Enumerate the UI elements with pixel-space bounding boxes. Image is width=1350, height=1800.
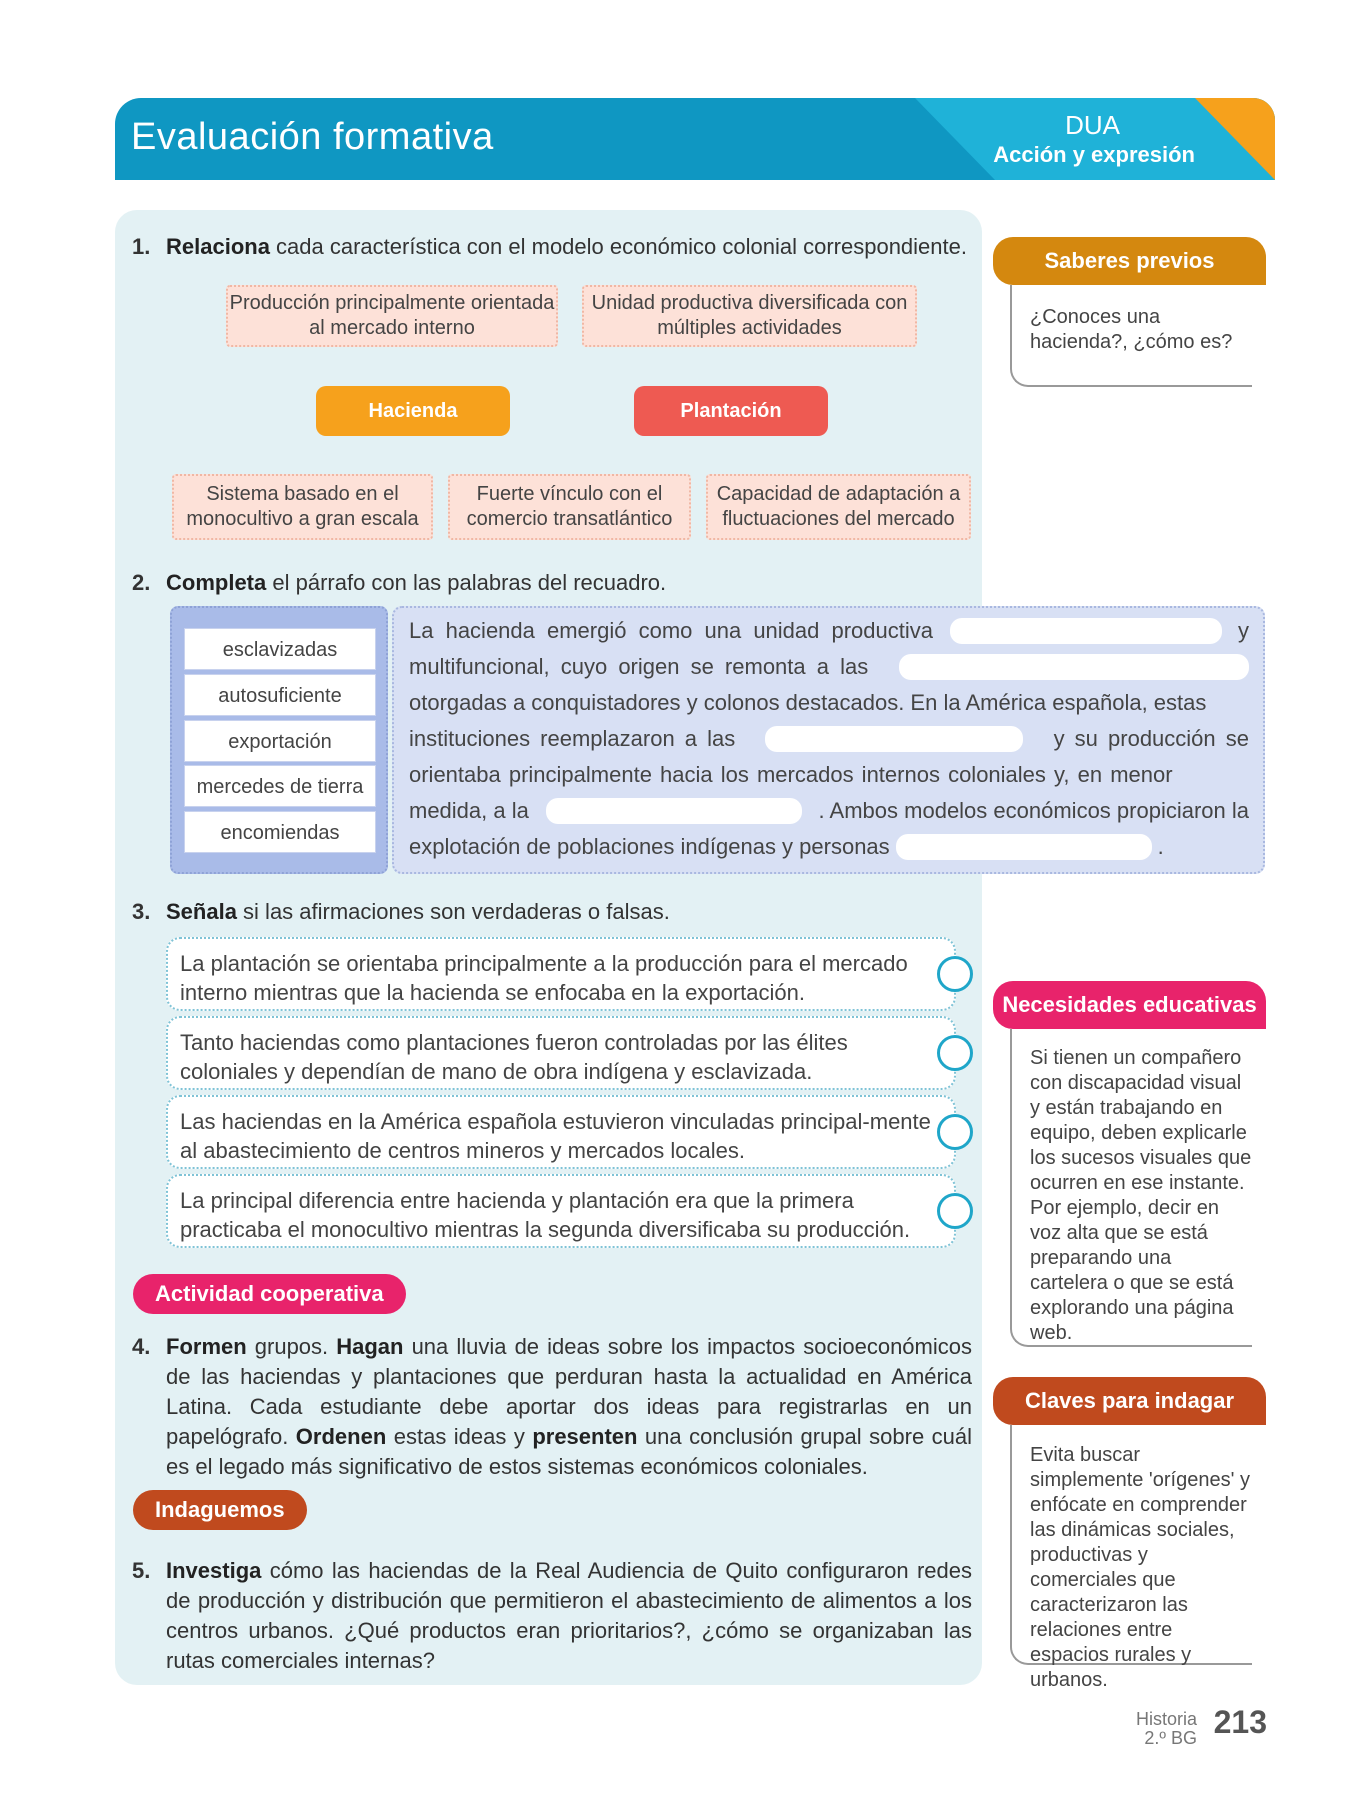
- paragraph-line: [409, 726, 1249, 752]
- question-number: 4.: [132, 1334, 151, 1359]
- word-option[interactable]: exportación: [184, 720, 376, 762]
- necesidades-educativas-text: Si tienen un compañero con discapacidad visual y están trabajando en equipo, deben explicarle los sucesos visuales que ocurren en ese instante. Por ejemplo, decir en voz alta que se está preparando una cartelera o que se está explorando una página web.: [1030, 1047, 1252, 1344]
- paragraph-text: multifuncional, cuyo origen se remonta a las: [409, 654, 869, 679]
- question-number: 3.: [132, 899, 151, 924]
- question-3: [132, 897, 982, 927]
- paragraph-line: [409, 762, 1249, 788]
- question-text: una lluvia de ideas sobre los impactos socioeconómicos de las haciendas y plantaciones que perduran hasta la actualidad en América Latina. Cada estudiante debe aportar dos ideas para registrarlas en un papelógrafo.: [166, 1334, 972, 1449]
- paragraph-text: y su producción se: [1053, 726, 1249, 751]
- word-option[interactable]: autosuficiente: [184, 674, 376, 716]
- question-4: [132, 1332, 972, 1482]
- paragraph-text: medida, a la: [409, 798, 529, 823]
- true-false-circle[interactable]: [937, 1193, 973, 1229]
- question-text: una conclusión grupal sobre cuál es el legado más significativo de estos sistemas económicos coloniales.: [166, 1424, 973, 1479]
- feature-chip[interactable]: Capacidad de adaptación a fluctuaciones del mercado: [706, 474, 971, 540]
- word-option[interactable]: encomiendas: [184, 811, 376, 853]
- true-false-circle[interactable]: [937, 1035, 973, 1071]
- page-title: Evaluación formativa: [131, 116, 494, 158]
- paragraph-text: La hacienda emergió como una unidad productiva: [409, 618, 933, 643]
- question-verb: Formen: [166, 1334, 247, 1359]
- question-verb: Relaciona: [166, 234, 270, 259]
- paragraph-text: y: [1238, 618, 1249, 643]
- word-option[interactable]: esclavizadas: [184, 628, 376, 670]
- indaguemos-tag: Indaguemos: [133, 1490, 307, 1530]
- question-verb: Hagan: [336, 1334, 404, 1359]
- true-false-circle[interactable]: [937, 956, 973, 992]
- dua-title: DUA: [1065, 110, 1120, 140]
- paragraph-line: [409, 618, 1249, 644]
- true-false-circle[interactable]: [937, 1114, 973, 1150]
- question-verb: Ordenen: [295, 1424, 387, 1449]
- question-text: cada característica con el modelo económico colonial correspondiente.: [269, 234, 967, 259]
- question-text: si las afirmaciones son verdaderas o falsas.: [236, 899, 670, 924]
- question-verb: Señala: [166, 899, 237, 924]
- question-1: [132, 232, 982, 262]
- footer-subject-name: Historia: [1135, 1709, 1197, 1729]
- paragraph-text: .: [1157, 834, 1164, 859]
- answer-blank[interactable]: [546, 798, 802, 824]
- question-text: grupos.: [246, 1334, 337, 1359]
- question-verb: presenten: [532, 1424, 638, 1449]
- paragraph-text: . Ambos modelos económicos propiciaron la: [818, 798, 1249, 823]
- saberes-previos-body: [1010, 285, 1252, 387]
- feature-chip[interactable]: Producción principalmente orientada al mercado interno: [226, 285, 558, 347]
- fill-in-paragraph: [392, 606, 1265, 874]
- dua-subtitle: Acción y expresión: [993, 142, 1195, 167]
- question-5: [132, 1556, 972, 1676]
- paragraph-text: instituciones reemplazaron a las: [409, 726, 736, 751]
- question-text: el párrafo con las palabras del recuadro.: [266, 570, 667, 595]
- necesidades-educativas-body: [1010, 1029, 1252, 1347]
- paragraph-text: orientaba principalmente hacia los mercados internos coloniales y, en menor: [409, 762, 1173, 787]
- question-number: 1.: [132, 234, 151, 259]
- footer-subject: [1136, 1710, 1197, 1748]
- question-verb: Completa: [166, 570, 267, 595]
- statement-card: La principal diferencia entre hacienda y plantación era que la primera practicaba el monocultivo mientras la segunda diversificaba su producción.: [166, 1174, 956, 1248]
- word-bank: [170, 606, 388, 874]
- paragraph-text: otorgadas a conquistadores y colonos destacados. En la América española, estas: [409, 690, 1207, 715]
- header-banner: [115, 98, 1275, 180]
- claves-para-indagar-body: [1010, 1425, 1252, 1691]
- saberes-previos-text: ¿Conoces una hacienda?, ¿cómo es?: [1030, 306, 1233, 353]
- paragraph-text: explotación de poblaciones indígenas y personas: [409, 834, 890, 859]
- claves-para-indagar-text: Evita buscar simplemente 'orígenes' y enfócate en comprender las dinámicas sociales, productivas y comerciales que caracterizaron las relaciones entre espacios rurales y urbanos.: [1030, 1444, 1250, 1691]
- cooperative-activity-tag: Actividad cooperativa: [133, 1274, 406, 1314]
- necesidades-educativas-header: Necesidades educativas: [993, 981, 1266, 1029]
- paragraph-line: [409, 690, 1249, 716]
- feature-chip[interactable]: Fuerte vínculo con el comercio transatlántico: [448, 474, 691, 540]
- statement-card: Tanto haciendas como plantaciones fueron controladas por las élites coloniales y dependían de mano de obra indígena y esclavizada.: [166, 1016, 956, 1090]
- paragraph-line: [409, 654, 1249, 680]
- answer-blank[interactable]: [765, 726, 1023, 752]
- hacienda-button[interactable]: Hacienda: [316, 386, 510, 436]
- paragraph-line: [409, 798, 1249, 824]
- paragraph-line: [409, 834, 1249, 860]
- answer-blank[interactable]: [950, 618, 1222, 644]
- question-text: cómo las haciendas de la Real Audiencia de Quito configuraron redes de producción y distribución que permitieron el abastecimiento de alimentos a los centros urbanos. ¿Qué productos eran prioritarios?, ¿cómo se organizaban las rutas comerciales internas?: [166, 1558, 972, 1673]
- feature-chip[interactable]: Unidad productiva diversificada con múltiples actividades: [582, 285, 917, 347]
- answer-blank[interactable]: [899, 654, 1249, 680]
- question-number: 2.: [132, 570, 151, 595]
- page-number: 213: [1213, 1704, 1267, 1740]
- plantacion-button[interactable]: Plantación: [634, 386, 828, 436]
- saberes-previos-header: Saberes previos: [993, 237, 1266, 285]
- question-verb: Investiga: [166, 1558, 262, 1583]
- question-2: [132, 568, 982, 598]
- footer-grade: 2.º BG: [1144, 1728, 1197, 1748]
- statement-card: Las haciendas en la América española estuvieron vinculadas principal-mente al abastecimiento de centros mineros y mercados locales.: [166, 1095, 956, 1169]
- word-option[interactable]: mercedes de tierra: [184, 765, 376, 807]
- statement-card: La plantación se orientaba principalmente a la producción para el mercado interno mientras que la hacienda se enfocaba en la exportación.: [166, 937, 956, 1011]
- claves-para-indagar-header: Claves para indagar: [993, 1377, 1266, 1425]
- answer-blank[interactable]: [896, 834, 1152, 860]
- question-number: 5.: [132, 1558, 151, 1583]
- question-text: estas ideas y: [386, 1424, 533, 1449]
- feature-chip[interactable]: Sistema basado en el monocultivo a gran escala: [172, 474, 433, 540]
